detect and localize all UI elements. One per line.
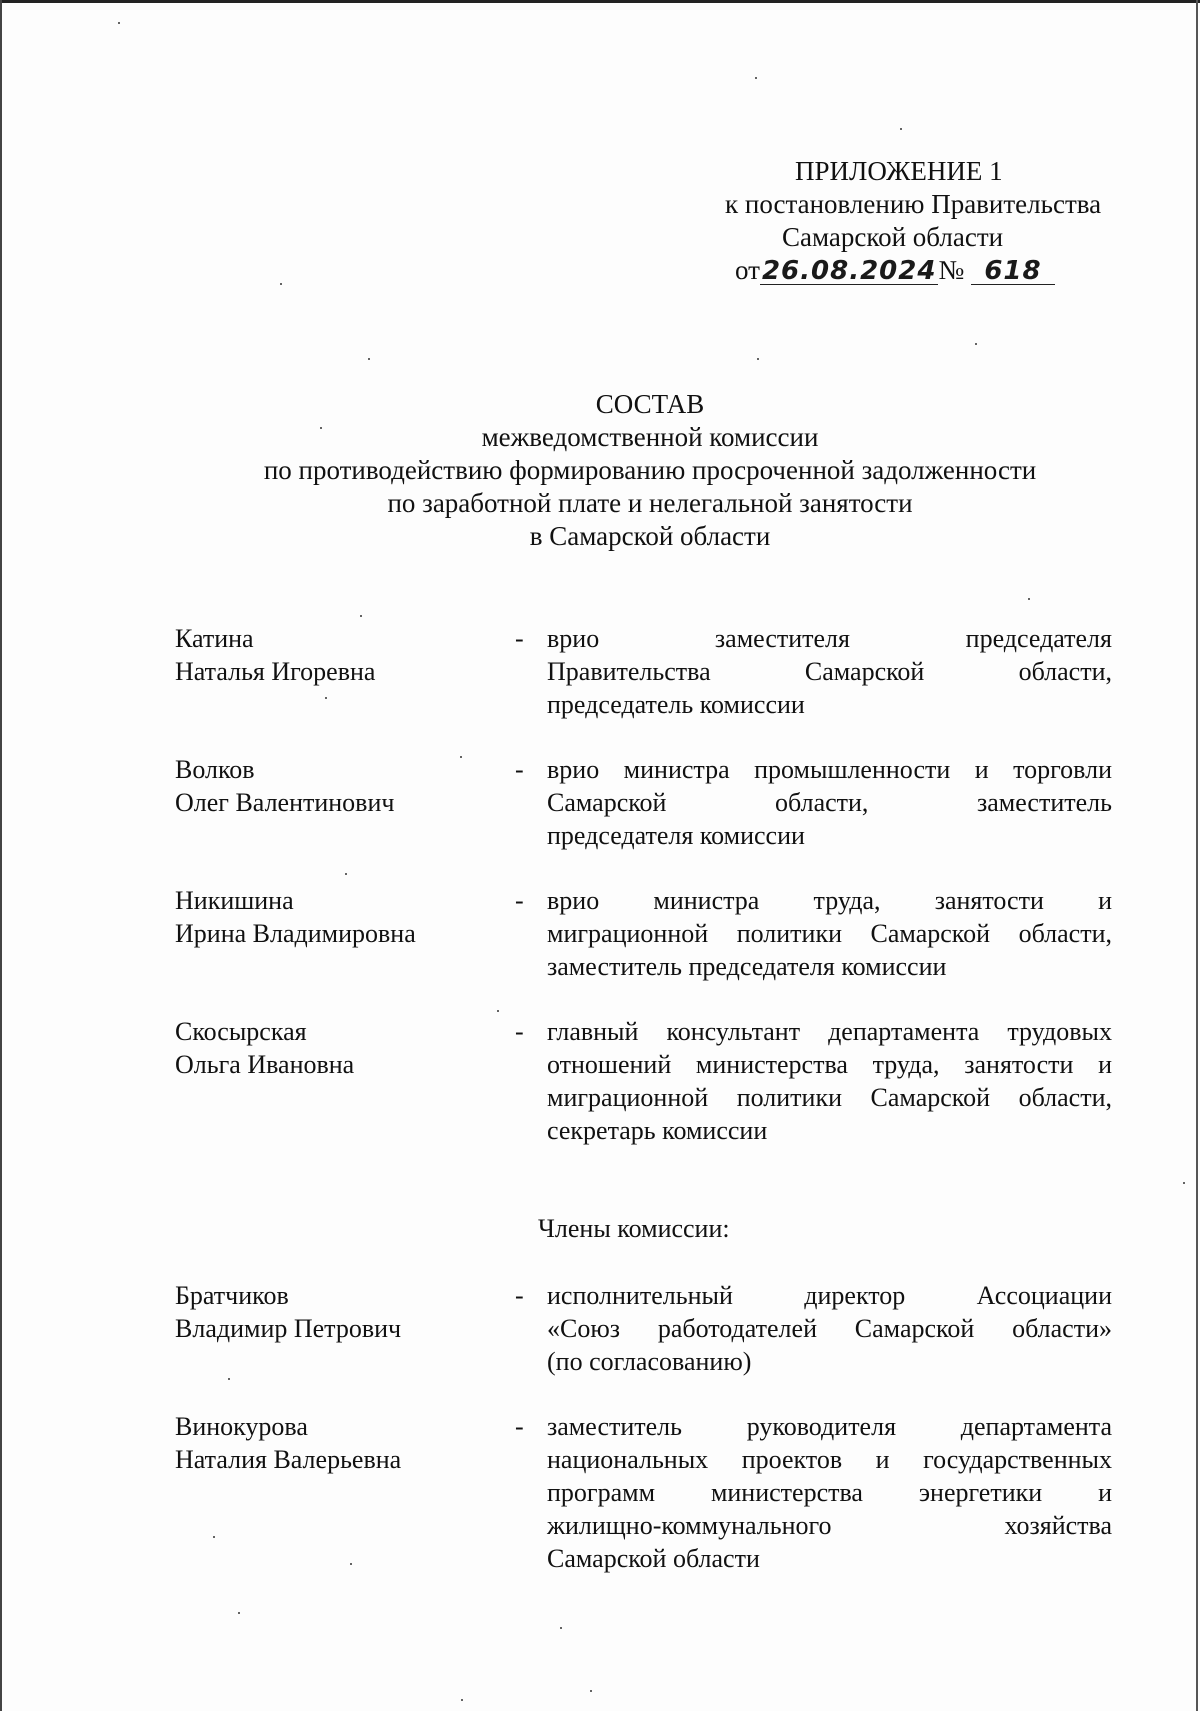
document-title — [0, 388, 1200, 553]
resolution-reference: к постановлению Правительства — [725, 189, 1102, 219]
role-line: отношений министерства труда, занятости и — [547, 1050, 1112, 1079]
member-role — [547, 1015, 1112, 1147]
role-line: «Союз работодателей Самарской области» — [547, 1314, 1112, 1343]
scan-speck — [1028, 598, 1030, 600]
member-role — [547, 1279, 1112, 1378]
member-given-names: Ирина Владимировна — [175, 919, 416, 948]
role-line: заместитель председателя комиссии — [547, 952, 947, 981]
role-line: Правительства Самарской области, — [547, 657, 1112, 686]
role-line: миграционной политики Самарской области, — [547, 1083, 1112, 1112]
member-role — [547, 1410, 1112, 1575]
member-surname: Братчиков — [175, 1281, 289, 1310]
member-role — [547, 884, 1112, 983]
member-role — [547, 753, 1112, 852]
title-line-2: по противодействию формированию просроченной задолженности — [263, 455, 1037, 485]
role-line: врио министра промышленности и торговли — [547, 755, 1112, 784]
scan-speck — [280, 283, 282, 285]
member-given-names: Наталия Валерьевна — [175, 1445, 402, 1474]
role-line: председателя комиссии — [547, 821, 805, 850]
members-heading: Члены комиссии: — [538, 1214, 730, 1243]
role-line: жилищно-коммунального хозяйства — [547, 1511, 1112, 1540]
role-line: исполнительный директор Ассоциации — [547, 1281, 1112, 1310]
scan-speck — [590, 1690, 592, 1692]
scan-speck — [755, 77, 757, 79]
member-given-names: Наталья Игоревна — [175, 657, 376, 686]
role-line: Самарской области, заместитель — [547, 788, 1112, 817]
role-line: национальных проектов и государственных — [547, 1445, 1112, 1474]
role-line: программ министерства энергетики и — [547, 1478, 1112, 1507]
scan-speck — [368, 358, 370, 360]
appendix-header — [700, 155, 1130, 287]
member-surname: Скосырская — [175, 1017, 307, 1046]
region-name: Самарской области — [782, 222, 1004, 252]
title-line-1: межведомственной комиссии — [481, 422, 819, 452]
entry-dash: - — [515, 886, 524, 915]
scan-speck — [461, 1699, 463, 1701]
entry-dash: - — [515, 1281, 524, 1310]
member-name — [175, 1279, 505, 1345]
member-surname: Волков — [175, 755, 255, 784]
scan-speck — [345, 873, 347, 875]
scan-speck — [497, 1010, 499, 1012]
scan-speck — [360, 615, 362, 617]
scan-speck — [975, 343, 977, 345]
role-line: врио заместителя председателя — [547, 624, 1112, 653]
member-given-names: Олег Валентинович — [175, 788, 395, 817]
member-name — [175, 753, 505, 819]
scan-speck — [560, 1627, 562, 1629]
scan-speck — [325, 697, 327, 699]
scan-speck — [320, 427, 322, 429]
scan-speck — [350, 1563, 352, 1565]
member-surname: Никишина — [175, 886, 294, 915]
role-line: миграционной политики Самарской области, — [547, 919, 1112, 948]
role-line: (по согласованию) — [547, 1347, 752, 1376]
entry-dash: - — [515, 624, 524, 653]
role-line: председатель комиссии — [547, 690, 805, 719]
scan-speck — [238, 1612, 240, 1614]
handwritten-date: 26.08.2024 — [761, 256, 937, 286]
resolution-date-line — [700, 254, 1130, 287]
member-name — [175, 622, 505, 688]
role-line: Самарской области — [547, 1544, 760, 1573]
scan-speck — [757, 358, 759, 360]
member-name — [175, 884, 505, 950]
scan-speck — [213, 1536, 215, 1538]
scan-speck — [1183, 1182, 1185, 1184]
entry-dash: - — [515, 1017, 524, 1046]
date-prefix: от — [735, 255, 760, 285]
role-line: врио министра труда, занятости и — [547, 886, 1112, 915]
scan-border-top — [0, 0, 1200, 3]
scan-border-right — [1196, 0, 1198, 1711]
entry-dash: - — [515, 1412, 524, 1441]
scan-speck — [900, 128, 902, 130]
member-surname: Катина — [175, 624, 254, 653]
appendix-label: ПРИЛОЖЕНИЕ 1 — [795, 156, 1003, 186]
entry-dash: - — [515, 755, 524, 784]
member-given-names: Владимир Петрович — [175, 1314, 402, 1343]
title-line-4: в Самарской области — [529, 521, 771, 551]
member-given-names: Ольга Ивановна — [175, 1050, 355, 1079]
scan-speck — [118, 22, 120, 24]
member-name — [175, 1410, 505, 1476]
member-surname: Винокурова — [175, 1412, 308, 1441]
number-sign: № — [938, 255, 965, 285]
handwritten-number: 618 — [971, 258, 1055, 285]
title-main: СОСТАВ — [595, 389, 705, 419]
scan-border-left — [0, 0, 2, 1711]
member-name — [175, 1015, 505, 1081]
member-role — [547, 622, 1112, 721]
role-line: секретарь комиссии — [547, 1116, 768, 1145]
scan-speck — [228, 1378, 230, 1380]
title-line-3: по заработной плате и нелегальной занятости — [387, 488, 913, 518]
scan-speck — [460, 756, 462, 758]
role-line: главный консультант департамента трудовых — [547, 1017, 1112, 1046]
role-line: заместитель руководителя департамента — [547, 1412, 1112, 1441]
